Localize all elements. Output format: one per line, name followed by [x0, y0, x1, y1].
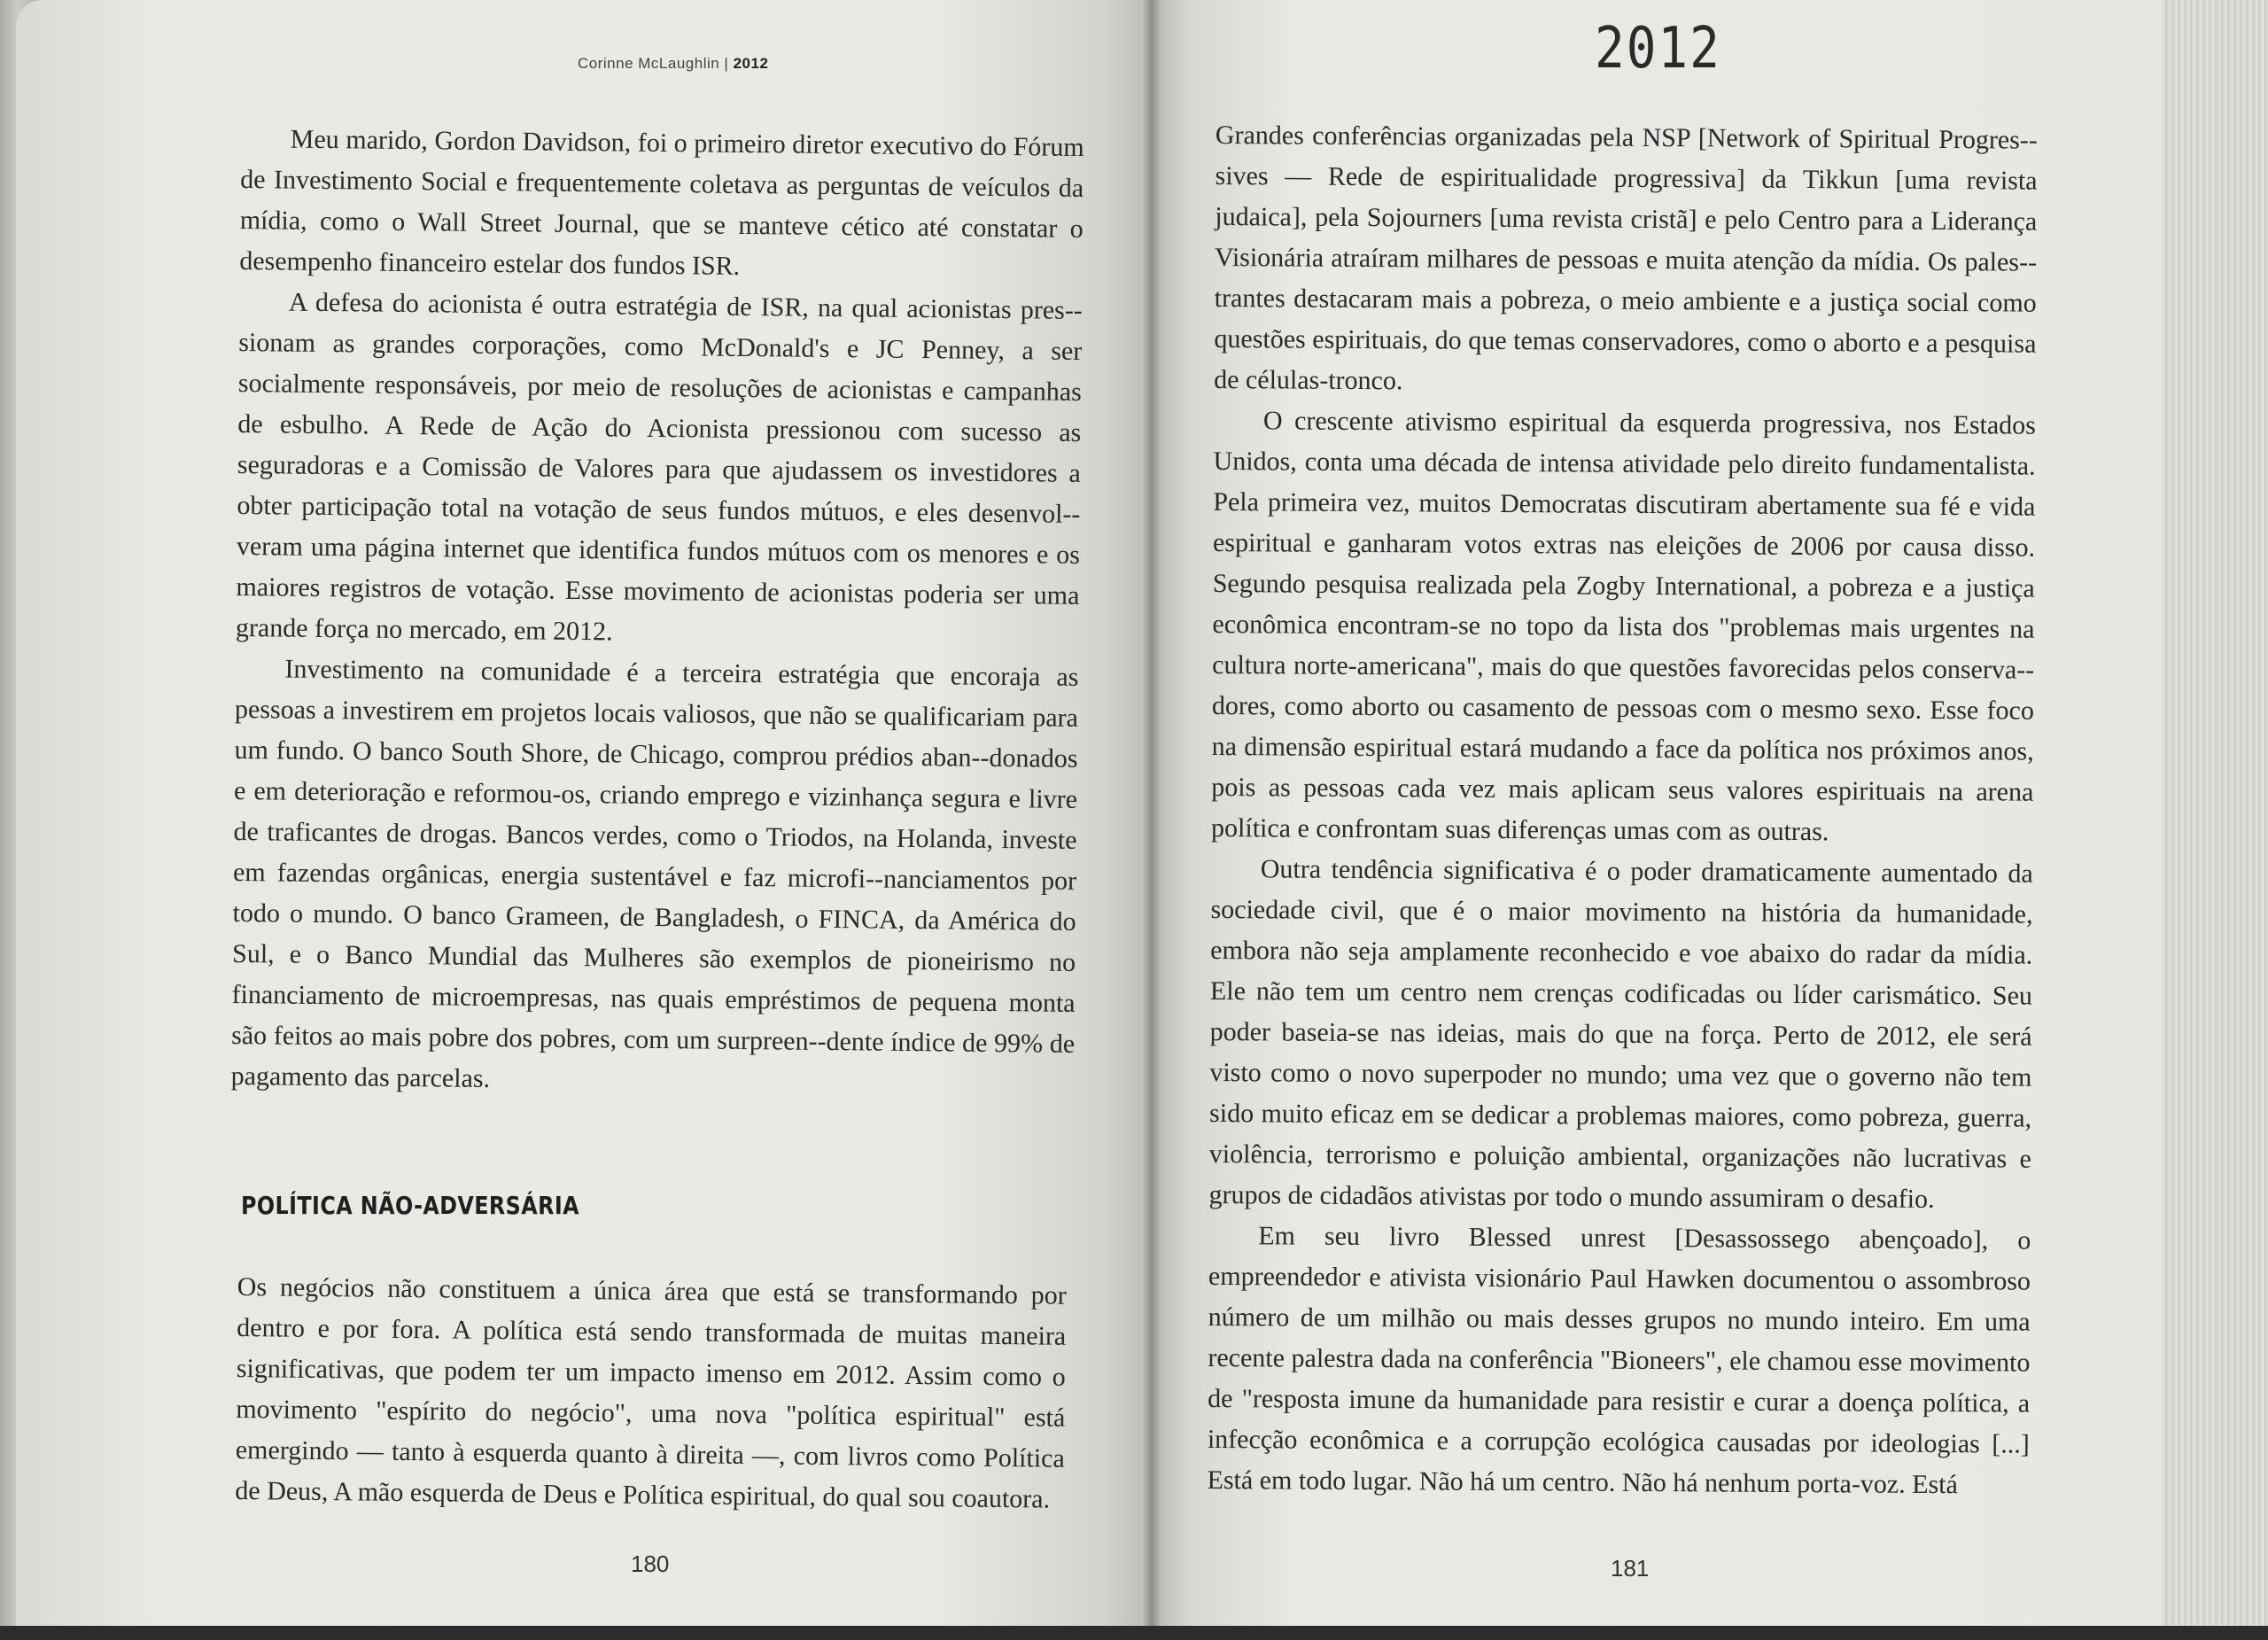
paragraph: Investimento na comunidade é a terceira estratégia que encoraja as pessoas a investirem em projetos locais valiosos, que não se qualificariam para um fundo. O banco South Shore, de Chicago, comprou prédios aban--donados e em deterioração e reformou-os, criando emprego e vizinhança segura e livre de traficantes de drogas. Bancos verdes, como o Triodos, na Holanda, investe em fazendas orgânicas, energia sustentável e faz microfi--nanciamentos por todo o mundo. O banco Grameen, de Bangladesh, o FINCA, da América do Sul, e o Banco Mundial das Mulheres são exemplos de pioneirismo no financiamento de microempresas, nas quais empréstimos de pequena monta são feitos ao mais pobre dos pobres, com um surpreen--dente índice de 99% de pagamento das parcelas.: [230, 654, 1079, 1094]
section-heading: POLÍTICA NÃO-ADVERSÁRIA: [241, 1191, 579, 1220]
paragraph: A defesa do acionista é outra estratégia de ISR, na qual acionistas pres--sionam as grandes corporações, como McDonald's e JC Penney, a ser socialmente responsáveis, por meio de resoluções de acionistas e campanhas de esbulho. A Rede de Ação do Acionista pressionou com sucesso as seguradoras e a Comissão de Valores para que ajudassem os investidores a obter participação total na votação de seus fundos mútuos, e eles desenvol--veram uma página internet que identifica fundos mútuos com os menores e os maiores registros de votação. Esse movimento de acionistas poderia ser uma grande força no mercado, em 2012.: [235, 287, 1083, 647]
book-spine: [1141, 0, 1162, 1640]
left-body-text: [230, 119, 1084, 1106]
left-section-text: [235, 1267, 1067, 1520]
running-head-title: 2012: [733, 55, 769, 72]
table-surface: [0, 1626, 2268, 1640]
running-head-separator: |: [719, 55, 734, 72]
page-stack-edge: [2162, 0, 2268, 1640]
running-head-author: Corinne McLaughlin: [578, 55, 720, 72]
paragraph: Os negócios não constituem a única área que está se transformando por dentro e por fora. A política está sendo transformada de muitas maneira significativas, que podem ter um impacto imenso em 2012. Assim como o movimento "espírito do negócio", uma nova "política espiritual" está emergindo — tanto à esquerda quanto à direita —, com livros como Política de Deus, A mão esquerda de Deus e Política espiritual, do qual sou coautora.: [235, 1271, 1067, 1514]
right-body-text: [1207, 115, 2038, 1506]
paragraph: Outra tendência significativa é o poder dramaticamente aumentado da sociedade civil, que é o maior movimento na história da humanidade, embora não seja amplamente reconhecido e voe abaixo do radar da mídia. Ele não tem um centro nem crenças codificadas ou líder carismático. Seu poder baseia-se nas ideias, mais do que na força. Perto de 2012, ele será visto como o novo superpoder no mundo; uma vez que o governo não tem sido muito eficaz em se dedicar a problemas maiores, como pobreza, guerra, violência, terrorismo e poluição ambiental, organizações não lucrativas e grupos de cidadãos ativistas por todo o mundo assumiram o desafio.: [1208, 854, 2033, 1214]
paragraph: Grandes conferências organizadas pela NSP [Network of Spiritual Progres--sives — Rede de espiritualidade progressiva] da Tikkun [uma revista judaica], pela Sojourners [uma revista cristã] e pelo Centro para a Liderança Visionária atraíram milhares de pessoas e muita atenção da mídia. Os pales--trantes destacaram mais a pobreza, o meio ambiente e a justiça social como questões espirituais, do que temas conservadores, como o aborto e a pesquisa de células-tronco.: [1214, 120, 2038, 396]
paragraph: O crescente ativismo espiritual da esquerda progressiva, nos Estados Unidos, conta uma década de intensa atividade pelo direito fundamentalista. Pela primeira vez, muitos Democratas discutiram abertamente sua fé e vida espiritual e ganharam votos extras nas eleições de 2006 por causa disso. Segundo pesquisa realizada pela Zogby International, a pobreza e a justiça econômica encontram-se no topo da lista dos "problemas mais urgentes na cultura norte-americana", mais do que questões favorecidas pelos conserva--dores, como aborto ou casamento de pessoas com o mesmo sexo. Esse foco na dimensão espiritual estará mudando a face da política nos próximos anos, pois as pessoas cada vez mais aplicam seus valores espirituais na arena política e confrontam suas diferenças umas com as outras.: [1210, 406, 2036, 847]
page-number-left: 180: [631, 1551, 670, 1577]
page-number-right: 181: [1611, 1555, 1650, 1582]
book-title-mark: 2012: [1595, 15, 1721, 82]
paragraph: Meu marido, Gordon Davidson, foi o primeiro diretor executivo do Fórum de Investimento Social e frequentemente coletava as perguntas de veículos da mídia, como o Wall Street Journal, que se manteve cético até constatar o desempenho financeiro estelar dos fundos ISR.: [239, 124, 1084, 281]
running-head: [578, 55, 768, 73]
paragraph: Em seu livro Blessed unrest [Desassossego abençoado], o empreendedor e ativista visionário Paul Hawken documentou o assombroso número de um milhão ou mais desses grupos no mundo inteiro. Em uma recente palestra dada na conferência "Bioneers", ele chamou esse movimento de "resposta imune da humanidade para resistir e curar a doença política, a infecção econômica e a corrupção ecológica causadas por ideologias [...] Está em todo lugar. Não há um centro. Não há nenhum porta-voz. Está: [1207, 1221, 2031, 1500]
